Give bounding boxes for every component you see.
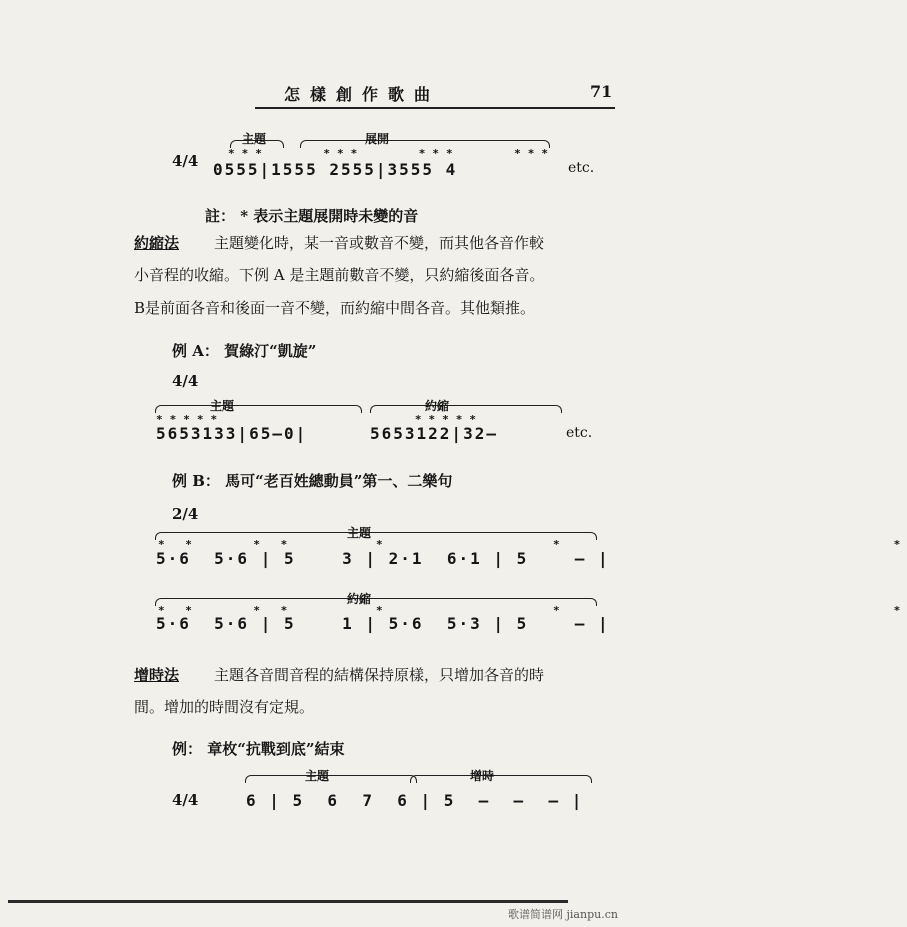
increase-term xyxy=(134,660,179,690)
footer-rule xyxy=(8,900,568,903)
increase-text-1: 主題各音間音程的結構保持原樣，只增加各音的時 xyxy=(214,666,545,684)
running-header: 怎樣創作歌曲 xyxy=(284,85,441,104)
exB-contract-label: 約縮 xyxy=(347,592,372,606)
increase-text-2: 間。增加的時間沒有定規。 xyxy=(134,698,315,716)
exA-stars: ***** ***** xyxy=(156,413,483,426)
exC-theme-label: 主題 xyxy=(305,769,330,783)
exB-row-2: 5·6 5·6 | 5 1 | 5·6 5·3 | 5 — | xyxy=(156,614,610,633)
exC-label: 例： 章枚“抗戰到底”結束 xyxy=(172,740,345,758)
exA-notes-1: 5653133|65—0| xyxy=(156,424,308,443)
exA-contract-bracket xyxy=(370,405,562,413)
ex1-dev-label: 展開 xyxy=(365,132,390,146)
exA-notes-2: 5653122|32— xyxy=(370,424,498,443)
exC-increase-label: 增時 xyxy=(470,769,495,783)
ex1-time: 4/4 xyxy=(172,152,199,170)
exB-time: 2/4 xyxy=(172,505,199,523)
exC-time: 4/4 xyxy=(172,791,199,809)
contract-text-3: B是前面各音和後面一音不變，而約縮中間各音。其他類推。 xyxy=(134,299,536,317)
exB-theme-label: 主題 xyxy=(347,526,372,540)
exA-contract-label: 約縮 xyxy=(425,399,450,413)
ex1-etc: etc. xyxy=(568,160,595,176)
exC-notes: 6 | 5 6 7 6 | 5 — — — | xyxy=(246,791,584,810)
ex1-notes: 0555|1555 2555|3555 4 xyxy=(213,160,458,179)
page-number: 71 xyxy=(590,82,613,101)
exA-theme-bracket xyxy=(155,405,362,413)
ex1-stars: *** *** *** *** xyxy=(228,147,555,160)
watermark: 歌谱简谱网 jianpu.cn xyxy=(508,908,618,921)
exB-stars-1: * * * * * * * xyxy=(158,538,907,551)
contract-text-2: 小音程的收縮。下例 A 是主題前數音不變，只約縮後面各音。 xyxy=(134,266,545,284)
exB-label: 例 B： 馬可“老百姓總動員”第一、二樂句 xyxy=(172,472,453,490)
exA-label: 例 A： 賀綠汀“凱旋” xyxy=(172,342,317,360)
exB-stars-2: * * * * * * * xyxy=(158,604,907,617)
increase-term-label: 增時法 xyxy=(134,666,180,684)
exA-theme-label: 主題 xyxy=(210,399,235,413)
exC-increase-bracket xyxy=(410,775,592,783)
exC-theme-bracket xyxy=(245,775,417,783)
exA-etc: etc. xyxy=(566,425,593,441)
contract-term xyxy=(134,228,179,258)
header-rule xyxy=(255,107,615,109)
contract-term-label: 約縮法 xyxy=(134,234,180,252)
exA-time: 4/4 xyxy=(172,372,199,390)
exB-row-1: 5·6 5·6 | 5 3 | 2·1 6·1 | 5 — | xyxy=(156,549,610,568)
contract-text-1: 主題變化時，某一音或數音不變，而其他各音作較 xyxy=(214,234,545,252)
annotation-note: 註： * 表示主題展開時未變的音 xyxy=(205,207,419,225)
ex1-theme-label: 主題 xyxy=(242,132,267,146)
